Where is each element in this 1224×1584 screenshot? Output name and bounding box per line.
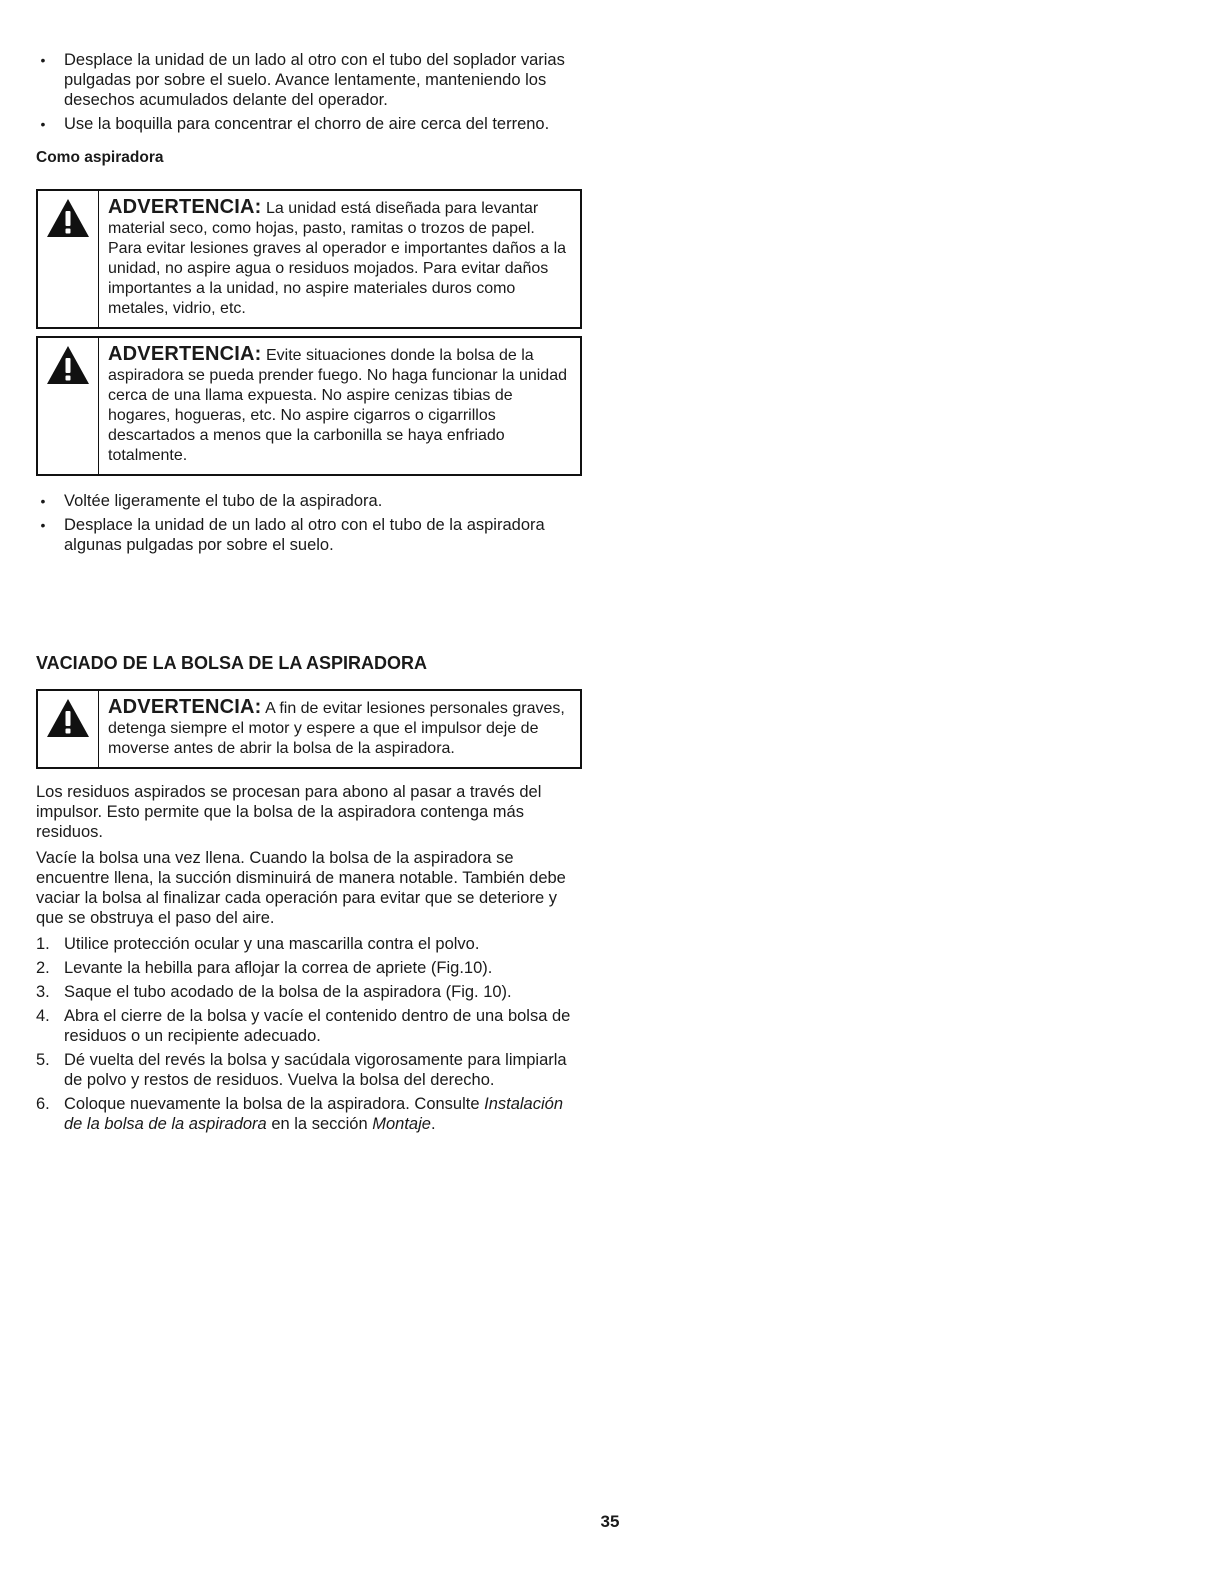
- list-item: • Voltée ligeramente el tubo de la aspiradora.: [36, 491, 582, 511]
- warning-text: [99, 338, 580, 474]
- warning-body: Evite situaciones donde la bolsa de la aspiradora se pueda prender fuego. No haga funcionar la unidad cerca de una llama expuesta. No aspire cenizas tibias de hogares, hogueras, etc. No aspire cigarros o cigarrillos descartados a menos que la carbonilla se haya enfriado totalmente.: [108, 347, 567, 464]
- step-item: 1. Utilice protección ocular y una mascarilla contra el polvo.: [36, 935, 480, 953]
- warning-triangle-icon: [45, 197, 91, 239]
- vacuum-bullets-block: [36, 491, 582, 559]
- warning-triangle-icon: [45, 344, 91, 386]
- blower-bullet-list: [36, 50, 582, 134]
- steps-list: [36, 934, 582, 1134]
- warning-text: [99, 691, 580, 767]
- warning-title: ADVERTENCIA:: [108, 343, 262, 365]
- bullet-dot: •: [40, 116, 46, 132]
- bullet-dot: •: [40, 52, 46, 68]
- paragraph: Los residuos aspirados se procesan para abono al pasar a través del impulsor. Esto permite que la bolsa de la aspiradora contenga más residuos.: [36, 783, 542, 841]
- step-item: 4. Abra el cierre de la bolsa y vacíe el contenido dentro de una bolsa de residuos o un recipiente adecuado.: [36, 1007, 571, 1045]
- list-item: • Use la boquilla para concentrar el chorro de aire cerca del terreno.: [36, 114, 582, 134]
- step-item: 6. Coloque nuevamente la bolsa de la aspiradora. Consulte Instalación de la bolsa de la aspiradora en la sección Montaje.: [36, 1095, 564, 1133]
- warning-box-dry-material: [36, 189, 582, 329]
- reference-section: Montaje: [372, 1115, 431, 1133]
- step-item: 3. Saque el tubo acodado de la bolsa de la aspiradora (Fig. 10).: [36, 983, 512, 1001]
- warning-box-stop-motor: [36, 689, 582, 769]
- list-item: • Desplace la unidad de un lado al otro con el tubo de la aspiradora algunas pulgadas por sobre el suelo.: [36, 515, 582, 555]
- page-number: 35: [600, 1512, 620, 1531]
- section-title: VACIADO DE LA BOLSA DE LA ASPIRADORA: [36, 653, 428, 673]
- list-item: • Desplace la unidad de un lado al otro con el tubo del soplador varias pulgadas por sobre el suelo. Avance lentamente, manteniendo los desechos acumulados delante del operador.: [36, 50, 582, 110]
- step-item: 2. Levante la hebilla para aflojar la correa de apriete (Fig.10).: [36, 959, 493, 977]
- step-item: 5. Dé vuelta del revés la bolsa y sacúdala vigorosamente para limpiarla de polvo y restos de residuos. Vuelva la bolsa del derecho.: [36, 1051, 567, 1089]
- paragraph: Vacíe la bolsa una vez llena. Cuando la bolsa de la aspiradora se encuentre llena, la succión disminuirá de manera notable. También debe vaciar la bolsa al finalizar cada operación para evitar que se deteriore y que se obstruya el paso del aire.: [36, 849, 566, 927]
- warning-body: A fin de evitar lesiones personales graves, detenga siempre el motor y espere a que el impulsor deje de moverse antes de abrir la bolsa de la aspiradora.: [108, 700, 565, 757]
- warning-triangle-icon: [45, 697, 91, 739]
- intro-bullets-block: [36, 50, 582, 138]
- reference-title: Instalación de la bolsa de la aspiradora: [64, 1095, 564, 1133]
- bullet-dot: •: [40, 493, 46, 509]
- warning-title: ADVERTENCIA:: [108, 196, 262, 218]
- warning-box-fire: [36, 336, 582, 476]
- emptying-instructions: [36, 782, 582, 1138]
- warning-text: [99, 191, 580, 327]
- bullet-dot: •: [40, 517, 46, 533]
- vacuum-bullet-list: [36, 491, 582, 555]
- warning-title: ADVERTENCIA:: [108, 696, 262, 718]
- vacuum-subheading: Como aspiradora: [36, 149, 164, 166]
- warning-body: La unidad está diseñada para levantar material seco, como hojas, pasto, ramitas o trozos de papel. Para evitar lesiones graves al operador e importantes daños a la unidad, no aspire agua o residuos mojados. Para evitar daños importantes a la unidad, no aspire materiales duros como metales, vidrio, etc.: [108, 200, 567, 317]
